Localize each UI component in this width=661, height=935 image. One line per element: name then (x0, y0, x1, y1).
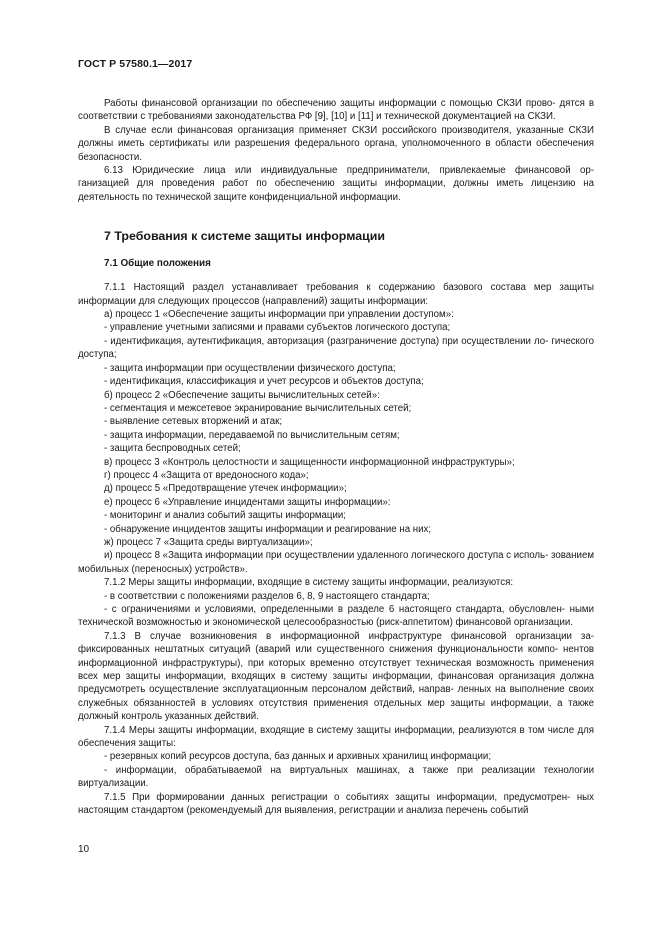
list-item: б) процесс 2 «Обеспечение защиты вычислительных сетей»: (104, 389, 380, 401)
list-item: - идентификация, аутентификация, авторизация (разграничение доступа) при осуществлении ло- гического доступа; (78, 335, 594, 361)
list-item: - защита беспроводных сетей; (104, 443, 241, 455)
paragraph: 7.1.1 Настоящий раздел устанавливает требования к содержанию базового состава мер защиты информации для следующих процессов (направлений) защиты информации: (78, 282, 594, 307)
list-item: - защита информации при осуществлении физического доступа; (104, 362, 396, 374)
paragraph: 6.13 Юридические лица или индивидуальные предприниматели, привлекаемые финансовой ор- ганизацией для проведения работ по обеспечению защиты информации, должны иметь лицензию на деятельность по технической защите конфиденциальной информации. (78, 165, 594, 203)
list-item: и) процесс 8 «Защита информации при осуществлении удаленного логического доступа с исполь- зованием мобильных (переносных) устройств». (78, 550, 594, 575)
list-item: - выявление сетевых вторжений и атак; (104, 416, 283, 428)
paragraph: 7.1.4 Меры защиты информации, входящие в систему защиты информации, реализуются в том числе для обеспечения защиты: (78, 724, 594, 750)
list-item: д) процесс 5 «Предотвращение утечек информации»; (104, 483, 347, 495)
list-item: - обнаружение инцидентов защиты информации и реагирование на них; (104, 523, 432, 535)
list-item: - резервных копий ресурсов доступа, баз данных и архивных хранилищ информации; (104, 751, 492, 763)
paragraph: 7.1.5 При формировании данных регистрации о событиях защиты информации, предусмотрен- ных настоящим стандартом (рекомендуемый для выявления, регистрации и анализа перечень событий (78, 791, 594, 817)
list-item: - мониторинг и анализ событий защиты информации; (104, 510, 346, 522)
list-item: - с ограничениями и условиями, определенными в разделе 6 настоящего стандарта, обусловлен- ными технической возможностью и экономической целесообразностью (риск-аппетитом) финансовой организации. (78, 604, 594, 629)
page-number: 10 (78, 844, 90, 855)
list-item: в) процесс 3 «Контроль целостности и защищенности информационной инфраструктуры»; (104, 456, 515, 468)
list-item: а) процесс 1 «Обеспечение защиты информации при управлении доступом»: (104, 309, 454, 321)
section-heading: 7 Требования к системе защиты информации (104, 229, 385, 244)
list-item: ж) процесс 7 «Защита среды виртуализации»; (104, 536, 313, 548)
list-item: е) процесс 6 «Управление инцидентами защиты информации»: (104, 496, 391, 508)
list-item: - управление учетными записями и правами субъектов логического доступа; (104, 322, 451, 334)
subsection-heading: 7.1 Общие положения (104, 258, 211, 270)
list-item: г) процесс 4 «Защита от вредоносного кода»; (104, 469, 309, 481)
list-item: - сегментация и межсетевое экранирование вычислительных сетей; (104, 402, 412, 414)
paragraph: 7.1.2 Меры защиты информации, входящие в систему защиты информации, реализуются: (104, 577, 514, 589)
list-item: - информации, обрабатываемой на виртуальных машинах, а также при реализации технологии виртуализации. (78, 764, 594, 790)
document-header: ГОСТ Р 57580.1—2017 (78, 58, 193, 70)
list-item: - защита информации, передаваемой по вычислительным сетям; (104, 429, 400, 441)
list-item: - в соответствии с положениями разделов 6, 8, 9 настоящего стандарта; (104, 590, 430, 602)
paragraph: В случае если финансовая организация применяет СКЗИ российского производителя, указанные СКЗИ должны иметь сертификаты или разрешения федерального органа, уполномоченного в области обеспечения безопасности. (78, 124, 594, 163)
list-item: - идентификация, классификация и учет ресурсов и объектов доступа; (104, 376, 424, 388)
paragraph: 7.1.3 В случае возникновения в информационной инфраструктуре финансовой организации за- фиксированных нештатных ситуаций (аварий или существенного снижения функциональности компо- нентов информационной инфраструктуры), при которых временно отсутствует техническая возможность применения всех мер защиты информации, входящих в систему защиты информации, финансовая организация должна предусмотреть осуществление эксплуатационным персоналом действий, направ- ленных на выполнение своих служебных обязанностей в условиях отсутствия применения отдельных мер защиты информации, а также должный контроль указанных действий. (78, 630, 594, 723)
document-body (78, 97, 594, 818)
paragraph: Работы финансовой организации по обеспечению защиты информации с помощью СКЗИ прово- дятся в соответствии с требованиями законодательства РФ [9], [10] и [11] и технической документацией на СКЗИ. (78, 98, 594, 123)
